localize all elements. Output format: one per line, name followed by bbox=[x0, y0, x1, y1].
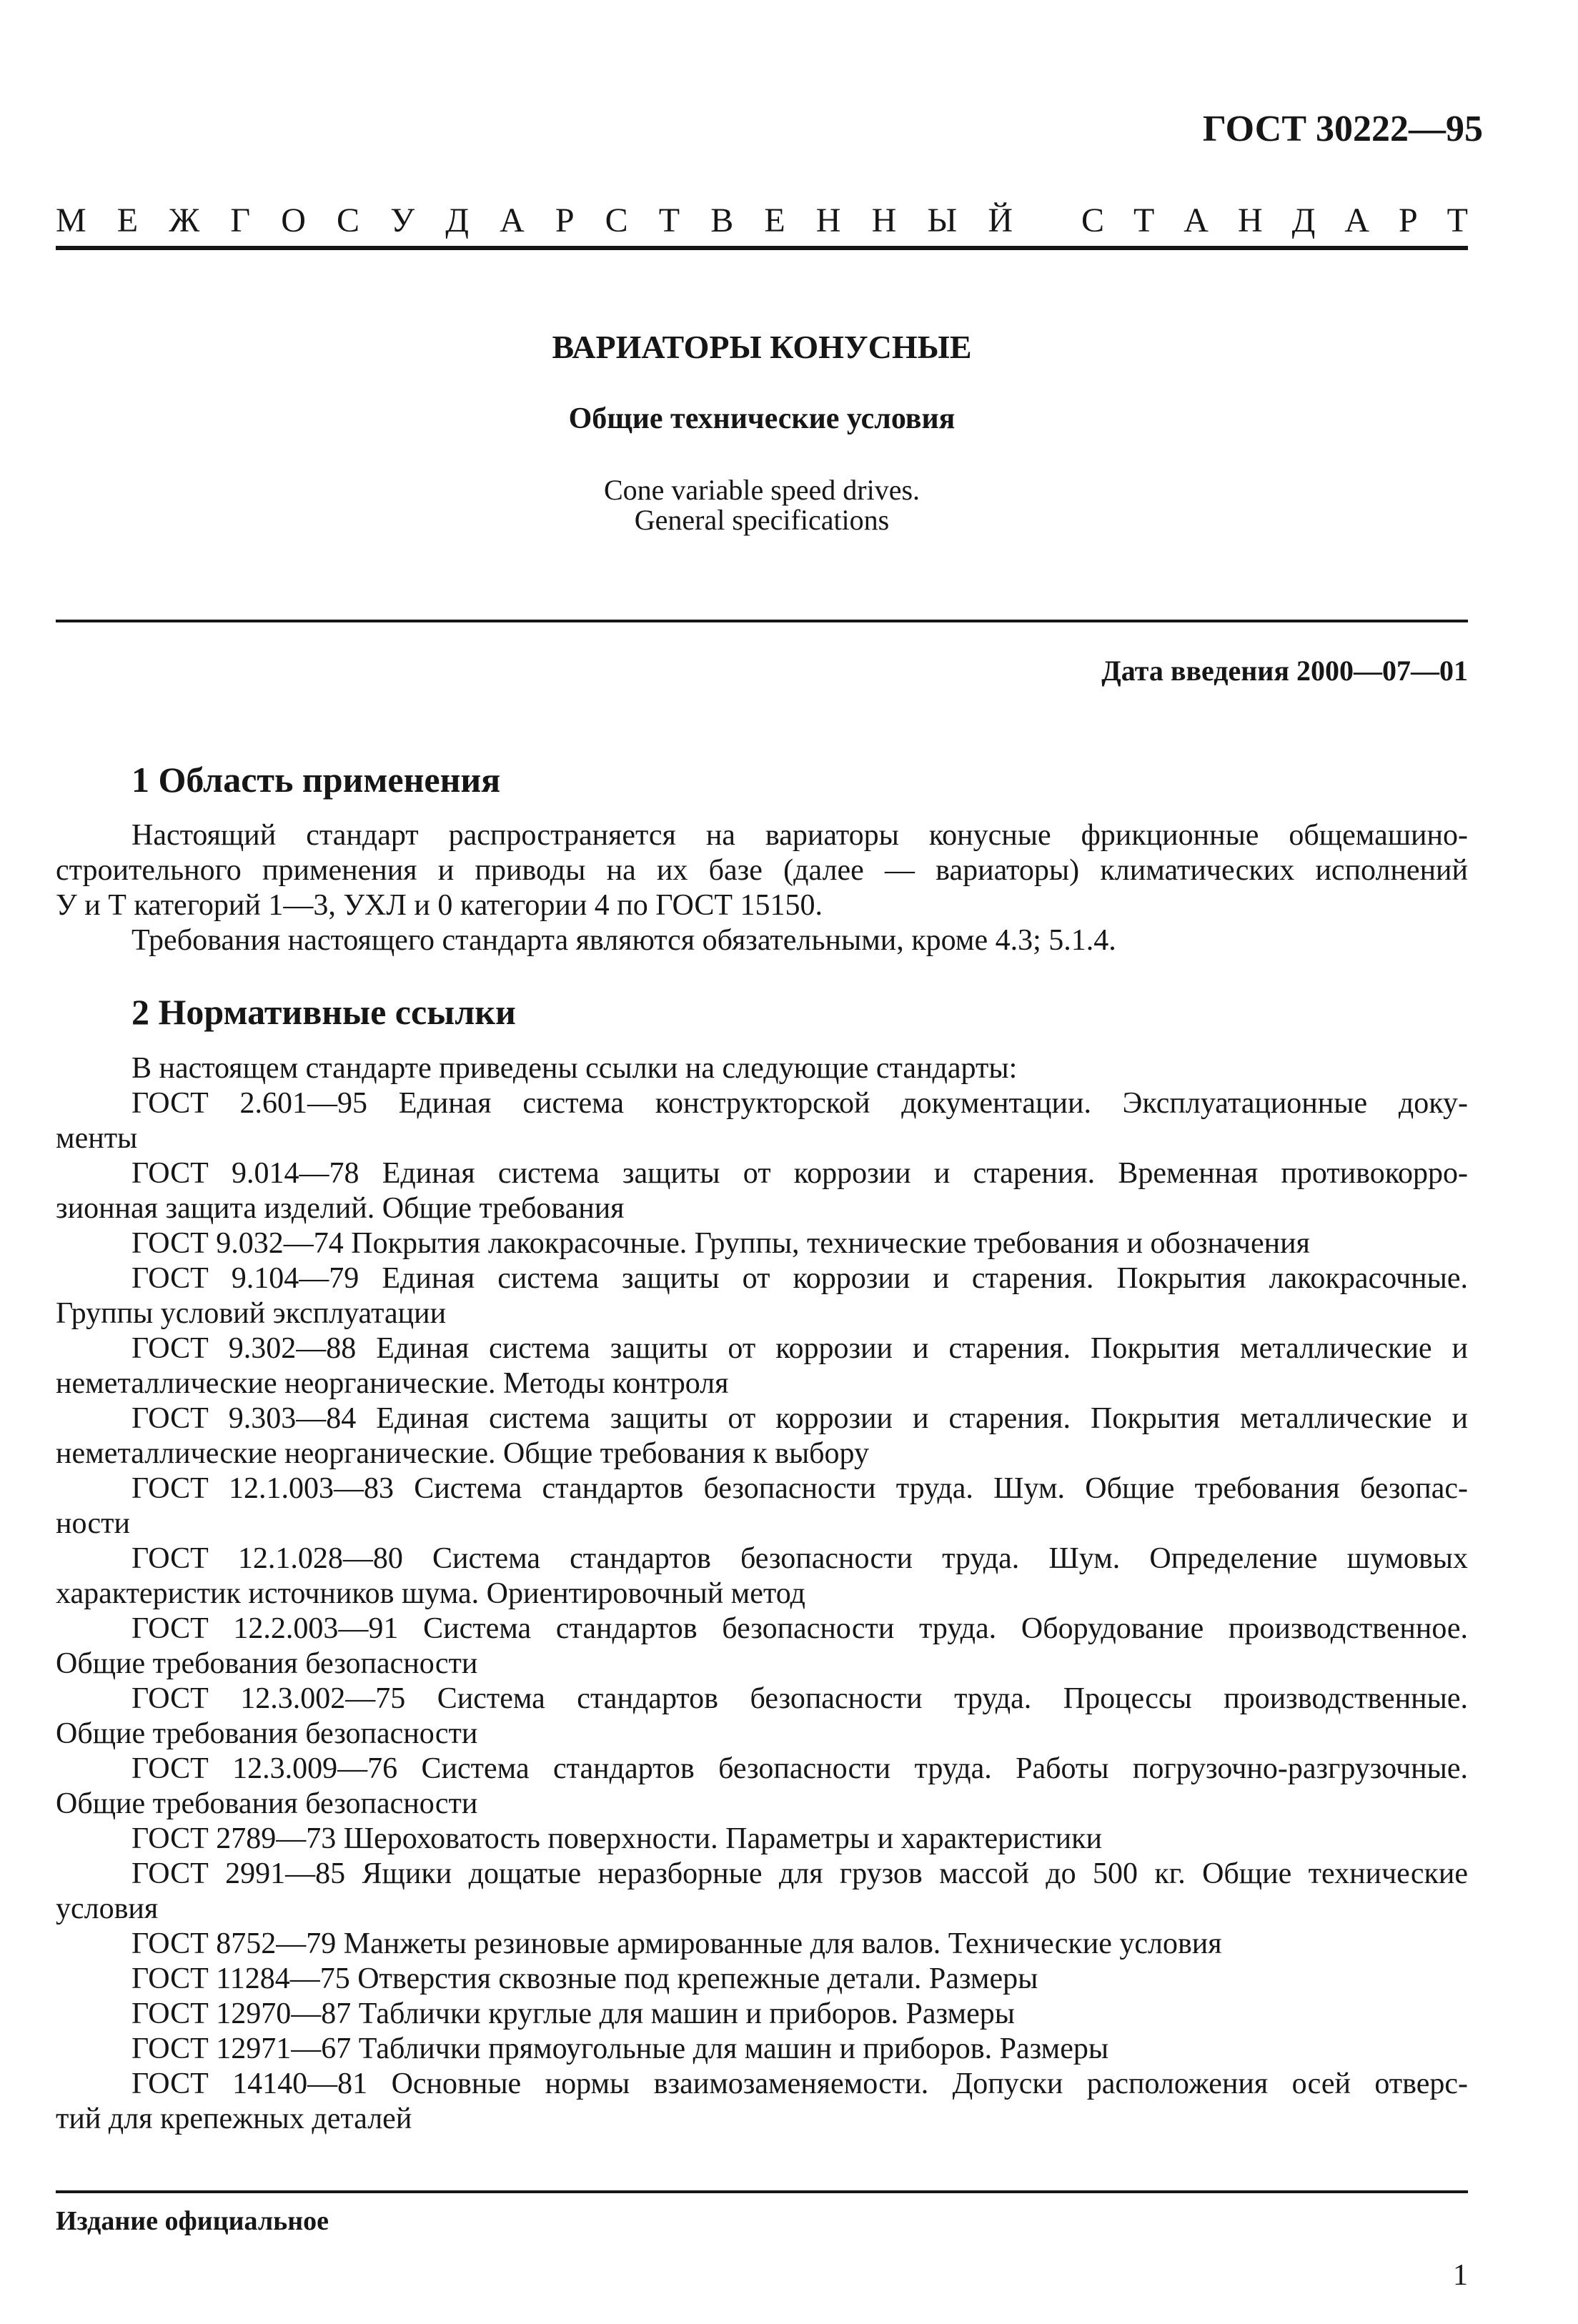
reference-code: ГОСТ 12970—87 bbox=[132, 1997, 352, 2030]
reference-continuation: неметаллические неорганические. Общие требования к выбору bbox=[56, 1437, 869, 1470]
reference-code: ГОСТ 12.1.003—83 bbox=[132, 1472, 394, 1505]
reference-title: Шероховатость поверхности. Параметры и характеристики bbox=[343, 1822, 1102, 1855]
reference-title: Единая система защиты от коррозии и старения. Покрытия металлические и bbox=[376, 1402, 1468, 1435]
reference-continuation: Общие требования безопасности bbox=[56, 1647, 478, 1680]
paragraph-line: У и Т категорий 1—3, УХЛ и 0 категории 4 по ГОСТ 15150. bbox=[56, 889, 823, 922]
reference-code: ГОСТ 14140—81 bbox=[132, 2067, 368, 2100]
reference-item-4 bbox=[56, 1261, 1468, 1296]
reference-title: Система стандартов безопасности труда. Шум. Общие требования безопас- bbox=[414, 1472, 1469, 1505]
document-number: ГОСТ 30222—95 bbox=[1202, 109, 1483, 149]
reference-item-8 bbox=[56, 1541, 1468, 1576]
reference-item-11 bbox=[56, 1752, 1468, 1787]
reference-code: ГОСТ 9.014—78 bbox=[132, 1157, 359, 1190]
document-subtitle: Общие технические условия bbox=[568, 402, 956, 435]
paragraph-line: строительного применения и приводы на их базе (далее — вариаторы) климатических исполнений bbox=[56, 854, 1468, 887]
header-rule bbox=[56, 246, 1468, 250]
reference-continuation: Группы условий эксплуатации bbox=[56, 1297, 447, 1330]
reference-continuation: условия bbox=[56, 1892, 159, 1925]
reference-code: ГОСТ 8752—79 bbox=[132, 1927, 337, 1960]
reference-code: ГОСТ 2789—73 bbox=[132, 1822, 337, 1855]
paragraph-line: Требования настоящего стандарта являются обязательными, кроме 4.3; 5.1.4. bbox=[132, 924, 1116, 957]
references-intro: В настоящем стандарте приведены ссылки на следующие стандарты: bbox=[132, 1052, 1018, 1085]
reference-item-5 bbox=[56, 1331, 1468, 1366]
introduction-date: Дата введения 2000—07—01 bbox=[1101, 655, 1468, 687]
reference-continuation: менты bbox=[56, 1122, 138, 1155]
reference-title: Ящики дощатые неразборные для грузов массой до 500 кг. Общие технические bbox=[362, 1857, 1469, 1890]
reference-continuation: характеристик источников шума. Ориентировочный метод bbox=[56, 1577, 805, 1610]
reference-item-18 bbox=[56, 2067, 1468, 2102]
reference-code: ГОСТ 12.3.009—76 bbox=[132, 1752, 398, 1785]
reference-title: Система стандартов безопасности труда. Работы погрузочно-разгрузочные. bbox=[421, 1752, 1469, 1785]
reference-item-1 bbox=[56, 1086, 1468, 1121]
reference-title: Система стандартов безопасности труда. Шум. Определение шумовых bbox=[432, 1542, 1469, 1575]
reference-title: Таблички круглые для машин и приборов. Размеры bbox=[358, 1997, 1015, 2030]
reference-code: ГОСТ 2.601—95 bbox=[132, 1087, 367, 1120]
reference-item-14 bbox=[56, 1927, 1468, 1962]
reference-item-3 bbox=[56, 1226, 1468, 1261]
reference-title: Основные нормы взаимозаменяемости. Допуски расположения осей отверс- bbox=[391, 2067, 1469, 2100]
reference-item-9 bbox=[56, 1612, 1468, 1647]
reference-continuation: Общие требования безопасности bbox=[56, 1787, 478, 1820]
english-title bbox=[56, 475, 1468, 535]
reference-title: Система стандартов безопасности труда. Процессы производственные. bbox=[437, 1682, 1469, 1715]
reference-code: ГОСТ 12.1.028—80 bbox=[132, 1542, 403, 1575]
reference-item-7 bbox=[56, 1471, 1468, 1506]
english-title-line-2: General specifications bbox=[634, 504, 890, 536]
reference-title: Единая система защиты от коррозии и старения. Покрытия металлические и bbox=[376, 1332, 1468, 1365]
title-rule bbox=[56, 620, 1468, 622]
section-1-heading: 1 Область применения bbox=[132, 760, 501, 800]
reference-title: Единая система защиты от коррозии и старения. Покрытия лакокрасочные. bbox=[382, 1262, 1468, 1295]
reference-code: ГОСТ 2991—85 bbox=[132, 1857, 346, 1890]
reference-continuation: неметаллические неорганические. Методы контроля bbox=[56, 1367, 729, 1400]
page-number: 1 bbox=[1453, 2259, 1468, 2292]
reference-item-12 bbox=[56, 1822, 1468, 1857]
english-title-line-1: Cone variable speed drives. bbox=[603, 474, 920, 506]
edition-label: Издание официальное bbox=[56, 2206, 329, 2236]
standard-type-word-1: М Е Ж Г О С У Д А Р С Т В Е Н Н Ы Й bbox=[56, 202, 1013, 239]
reference-code: ГОСТ 9.032—74 bbox=[132, 1227, 344, 1260]
reference-continuation: ности bbox=[56, 1507, 130, 1540]
reference-title: Покрытия лакокрасочные. Группы, технические требования и обозначения bbox=[351, 1227, 1310, 1260]
reference-title: Таблички прямоугольные для машин и приборов. Размеры bbox=[358, 2032, 1109, 2065]
reference-title: Единая система защиты от коррозии и старения. Временная противокорро- bbox=[382, 1157, 1468, 1190]
reference-item-2 bbox=[56, 1156, 1468, 1191]
reference-title: Манжеты резиновые армированные для валов. Технические условия bbox=[343, 1927, 1222, 1960]
reference-continuation: Общие требования безопасности bbox=[56, 1717, 478, 1750]
reference-item-10 bbox=[56, 1682, 1468, 1717]
reference-code: ГОСТ 9.302—88 bbox=[132, 1332, 357, 1365]
references-list bbox=[56, 1051, 1468, 2137]
reference-item-15 bbox=[56, 1962, 1468, 1997]
reference-continuation: тий для крепежных деталей bbox=[56, 2102, 412, 2135]
footer-rule bbox=[56, 2190, 1468, 2193]
reference-title: Единая система конструкторской документации. Эксплуатационные доку- bbox=[398, 1087, 1468, 1120]
reference-title: Система стандартов безопасности труда. Оборудование производственное. bbox=[423, 1612, 1469, 1645]
reference-code: ГОСТ 9.303—84 bbox=[132, 1402, 357, 1435]
reference-continuation: зионная защита изделий. Общие требования bbox=[56, 1192, 625, 1225]
reference-item-6 bbox=[56, 1401, 1468, 1436]
reference-item-16 bbox=[56, 1997, 1468, 2032]
reference-code: ГОСТ 9.104—79 bbox=[132, 1262, 359, 1295]
reference-item-17 bbox=[56, 2032, 1468, 2067]
reference-code: ГОСТ 12971—67 bbox=[132, 2032, 352, 2065]
reference-code: ГОСТ 12.2.003—91 bbox=[132, 1612, 399, 1645]
paragraph-line: Настоящий стандарт распространяется на вариаторы конусные фрикционные общемашино- bbox=[132, 819, 1468, 852]
reference-code: ГОСТ 12.3.002—75 bbox=[132, 1682, 406, 1715]
section-2-heading: 2 Нормативные ссылки bbox=[132, 992, 516, 1032]
reference-code: ГОСТ 11284—75 bbox=[132, 1962, 350, 1995]
standard-type-word-2: С Т А Н Д А Р Т bbox=[1081, 202, 1468, 239]
section-1-body bbox=[56, 818, 1468, 958]
reference-item-13 bbox=[56, 1857, 1468, 1892]
reference-title: Отверстия сквозные под крепежные детали. Размеры bbox=[357, 1962, 1038, 1995]
document-title: ВАРИАТОРЫ КОНУСНЫЕ bbox=[552, 329, 972, 365]
